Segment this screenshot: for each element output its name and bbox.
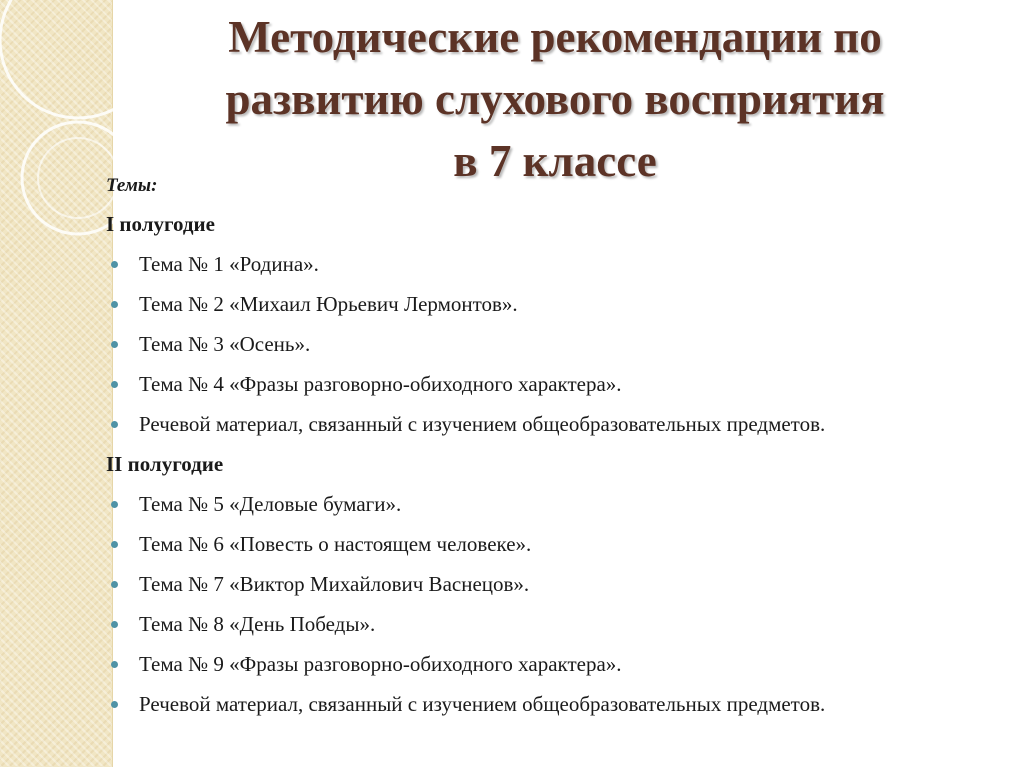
slide-content [106,168,1006,724]
topic-list-semester-2 [106,484,1006,724]
topic-text: Тема № 7 «Виктор Михайлович Васнецов». [139,572,530,596]
topic-text: Тема № 4 «Фразы разговорно-обиходного характера». [139,372,622,396]
topic-text: Тема № 5 «Деловые бумаги». [139,492,402,516]
title-line-3: в 7 классе [453,136,657,186]
topic-text: Тема № 1 «Родина». [139,252,319,276]
bullet-dot-icon [111,421,118,428]
topics-label: Темы: [106,175,158,196]
topic-item [106,604,1006,644]
topic-item [106,284,1006,324]
topic-text: Тема № 2 «Михаил Юрьевич Лермонтов». [139,292,518,316]
semester-heading-2: II полугодие [106,452,224,476]
topic-item [106,404,1006,444]
topic-item [106,484,1006,524]
topic-text: Речевой материал, связанный с изучением общеобразовательных предметов. [139,692,826,716]
bullet-dot-icon [111,261,118,268]
title-line-1: Методические рекомендации по [228,12,882,62]
bullet-dot-icon [111,301,118,308]
topic-text: Тема № 6 «Повесть о настоящем человеке». [139,532,532,556]
title-line-2: развитию слухового восприятия [225,74,885,124]
topic-item [106,644,1006,684]
topic-text: Тема № 8 «День Победы». [139,612,376,636]
topic-text: Речевой материал, связанный с изучением общеобразовательных предметов. [139,412,826,436]
topic-item [106,324,1006,364]
topic-text: Тема № 9 «Фразы разговорно-обиходного характера». [139,652,622,676]
bullet-dot-icon [111,381,118,388]
bullet-dot-icon [111,501,118,508]
bullet-dot-icon [111,541,118,548]
topic-list-semester-1 [106,244,1006,444]
semester-heading-1: I полугодие [106,212,215,236]
topic-item [106,524,1006,564]
bullet-dot-icon [111,581,118,588]
bullet-dot-icon [111,661,118,668]
topic-item [106,364,1006,404]
topic-item [106,564,1006,604]
topic-text: Тема № 3 «Осень». [139,332,311,356]
slide-title [120,6,990,192]
bullet-dot-icon [111,701,118,708]
bullet-dot-icon [111,341,118,348]
topic-item [106,684,1006,724]
topic-item [106,244,1006,284]
bullet-dot-icon [111,621,118,628]
